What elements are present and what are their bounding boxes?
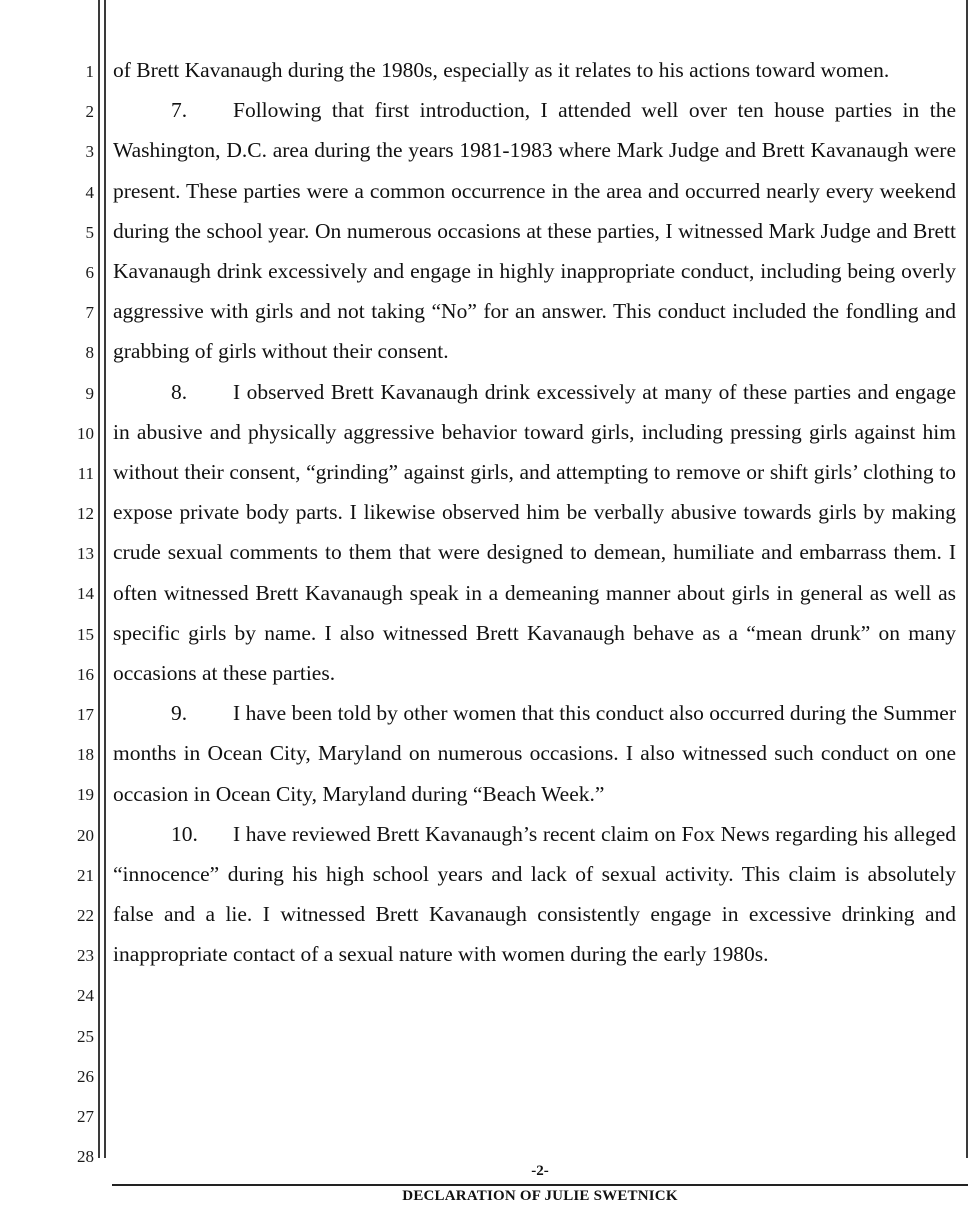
line-number: 17 xyxy=(77,705,94,724)
line-number: 22 xyxy=(77,905,94,925)
line-number: 10 xyxy=(77,423,94,443)
line-number: 26 xyxy=(77,1066,94,1086)
line-number: 20 xyxy=(77,825,94,845)
line-number: 23 xyxy=(77,946,94,966)
line-number: 8 xyxy=(85,343,94,363)
line-number: 27 xyxy=(77,1106,94,1126)
line-number: 4 xyxy=(85,182,94,202)
left-margin-rule xyxy=(98,0,100,1158)
paragraph-10 xyxy=(113,814,956,975)
line-number: 6 xyxy=(85,262,94,282)
paragraph-text: I have reviewed Brett Kavanaugh’s recent claim on Fox News regarding his alleged “innocence” during his high school years and lack of sexual activity. This claim is absolutely false and a lie. I witnessed Brett Kavanaugh consistently engage in excessive drinking and inappropriate contact of a sexual nature with women during the early 1980s. xyxy=(113,821,956,967)
line-number: 12 xyxy=(77,504,94,524)
right-margin-rule xyxy=(966,0,968,1158)
paragraph-number: 8. xyxy=(171,379,188,404)
line-number: 16 xyxy=(77,664,94,684)
paragraph-number: 10. xyxy=(171,821,198,846)
line-number: 11 xyxy=(77,463,94,483)
line-number: 28 xyxy=(77,1147,94,1167)
line-number: 18 xyxy=(77,745,94,765)
line-number: 19 xyxy=(77,785,94,805)
declaration-body xyxy=(113,50,956,975)
line-number: 14 xyxy=(77,584,94,604)
line-number-column xyxy=(60,52,94,1177)
line-number: 21 xyxy=(77,865,94,885)
left-margin-rule-inner xyxy=(104,0,106,1158)
line-number: 13 xyxy=(77,544,94,564)
line-number: 2 xyxy=(85,102,94,122)
paragraph-7 xyxy=(113,90,956,371)
line-number: 25 xyxy=(77,1026,94,1046)
line-number: 7 xyxy=(85,303,94,323)
footer-title: DECLARATION OF JULIE SWETNICK xyxy=(402,1188,678,1204)
page-number: -2- xyxy=(531,1163,549,1179)
continuation-paragraph: of Brett Kavanaugh during the 1980s, especially as it relates to his actions toward women. xyxy=(113,58,890,82)
paragraph-number: 7. xyxy=(171,98,188,123)
line-number: 3 xyxy=(85,142,94,162)
line-number: 24 xyxy=(77,986,94,1006)
line-number: 1 xyxy=(85,62,94,81)
paragraph-text: I have been told by other women that this conduct also occurred during the Summer months in Ocean City, Maryland on numerous occasions. I also witnessed such conduct on one occasion in Ocean City, Maryland during “Beach Week.” xyxy=(113,701,956,806)
line-number: 5 xyxy=(85,222,94,242)
paragraph-8 xyxy=(113,372,956,694)
line-number: 9 xyxy=(85,383,94,403)
paragraph-number: 9. xyxy=(171,701,188,726)
paragraph-text: Following that first introduction, I attended well over ten house parties in the Washington, D.C. area during the years 1981-1983 where Mark Judge and Brett Kavanaugh were present. These parties were a common occurrence in the area and occurred nearly every weekend during the school year. On numerous occasions at these parties, I witnessed Mark Judge and Brett Kavanaugh drink excessively and engage in highly inappropriate conduct, including being overly aggressive with girls and not taking “No” for an answer. This conduct included the fondling and grabbing of girls without their consent. xyxy=(113,98,956,364)
paragraph-text: I observed Brett Kavanaugh drink excessively at many of these parties and engage in abusive and physically aggressive behavior toward girls, including pressing girls against him without their consent, “grinding” against girls, and attempting to remove or shift girls’ clothing to expose private body parts. I likewise observed him be verbally abusive towards girls by making crude sexual comments to them that were designed to demean, humiliate and embarrass them. I often witnessed Brett Kavanaugh speak in a demeaning manner about girls in general as well as specific girls by name. I also witnessed Brett Kavanaugh behave as a “mean drunk” on many occasions at these parties. xyxy=(113,379,956,686)
footer-rule xyxy=(112,1184,968,1186)
paragraph-9 xyxy=(113,693,956,814)
line-number: 15 xyxy=(77,624,94,644)
